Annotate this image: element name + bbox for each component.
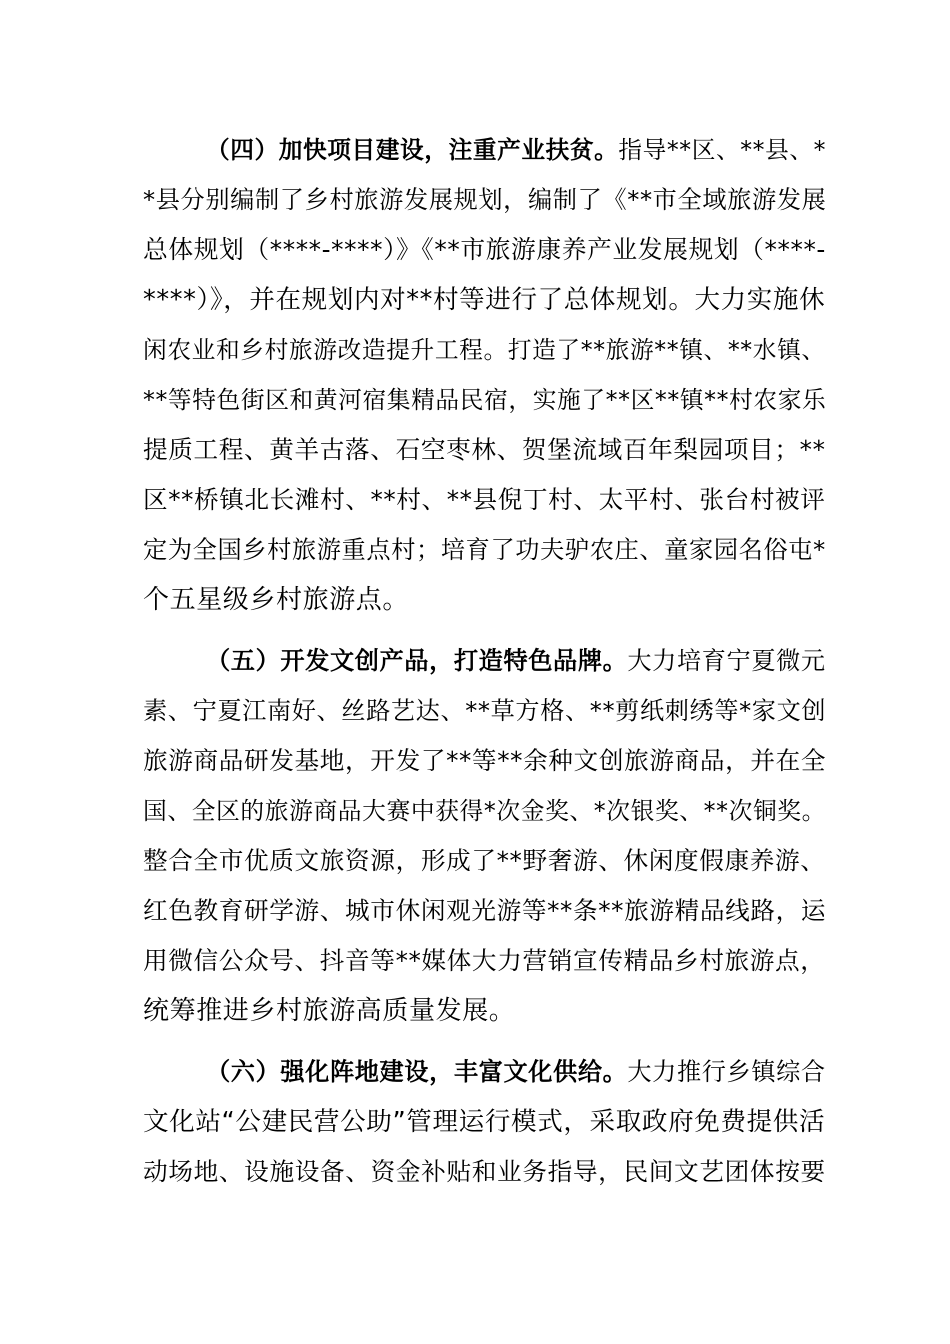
- paragraph-line: 定为全国乡村旅游重点村；培育了功夫驴农庄、童家园名俗屯*: [143, 536, 826, 564]
- paragraph-line: 闲农业和乡村旅游改造提升工程。打造了**旅游**镇、**水镇、: [143, 336, 826, 364]
- paragraph-line: 红色教育研学游、城市休闲观光游等**条**旅游精品线路，运: [143, 896, 827, 925]
- paragraph-line: 素、宁夏江南好、丝路艺达、**草方格、**剪纸刺绣等*家文创: [143, 697, 827, 725]
- paragraph-line: 动场地、设施设备、资金补贴和业务指导，民间文艺团体按要: [143, 1157, 826, 1186]
- paragraph-line: 整合全市优质文旅资源，形成了**野奢游、休闲度假康养游、: [143, 846, 826, 875]
- paragraph-line: 总体规划（****-****）》《**市旅游康养产业发展规划（****-: [143, 235, 826, 264]
- section-5-first-line: [206, 644, 826, 678]
- paragraph-line: 旅游商品研发基地，开发了**等**余种文创旅游商品，并在全: [143, 746, 827, 775]
- paragraph-line: 国、全区的旅游商品大赛中获得*次金奖、*次银奖、**次铜奖。: [143, 797, 827, 825]
- paragraph-line: 区**桥镇北长滩村、**村、**县倪丁村、太平村、张台村被评: [143, 485, 826, 514]
- paragraph-line: 用微信公众号、抖音等**媒体大力营销宣传精品乡村旅游点，: [143, 946, 826, 975]
- paragraph-line: **等特色街区和黄河宿集精品民宿，实施了**区**镇**村农家乐: [143, 386, 827, 414]
- section-4-heading: （四）加快项目建设，注重产业扶贫。: [206, 136, 619, 164]
- paragraph-line: 提质工程、黄羊古落、石空枣林、贺堡流域百年梨园项目；**: [143, 435, 826, 464]
- paragraph-line: 文化站“公建民营公助”管理运行模式，采取政府免费提供活: [143, 1107, 826, 1137]
- paragraph-line: ****）》，并在规划内对**村等进行了总体规划。大力实施休: [143, 285, 826, 315]
- section-4-text-start: 指导**区、**县、*: [618, 136, 827, 164]
- section-6-first-line: [206, 1055, 826, 1089]
- section-6-text-start: 大力推行乡镇综合: [627, 1058, 826, 1086]
- section-6-heading: （六）强化阵地建设，丰富文化供给。: [206, 1058, 628, 1086]
- paragraph-line: 个五星级乡村旅游点。: [143, 585, 410, 615]
- section-5-heading: （五）开发文创产品，打造特色品牌。: [206, 647, 628, 675]
- section-5-text-start: 大力培育宁夏微元: [627, 647, 826, 675]
- paragraph-line: 统筹推进乡村旅游高质量发展。: [143, 996, 516, 1026]
- section-4-first-line: [206, 133, 826, 167]
- paragraph-line: *县分别编制了乡村旅游发展规划，编制了《**市全域旅游发展: [143, 186, 827, 214]
